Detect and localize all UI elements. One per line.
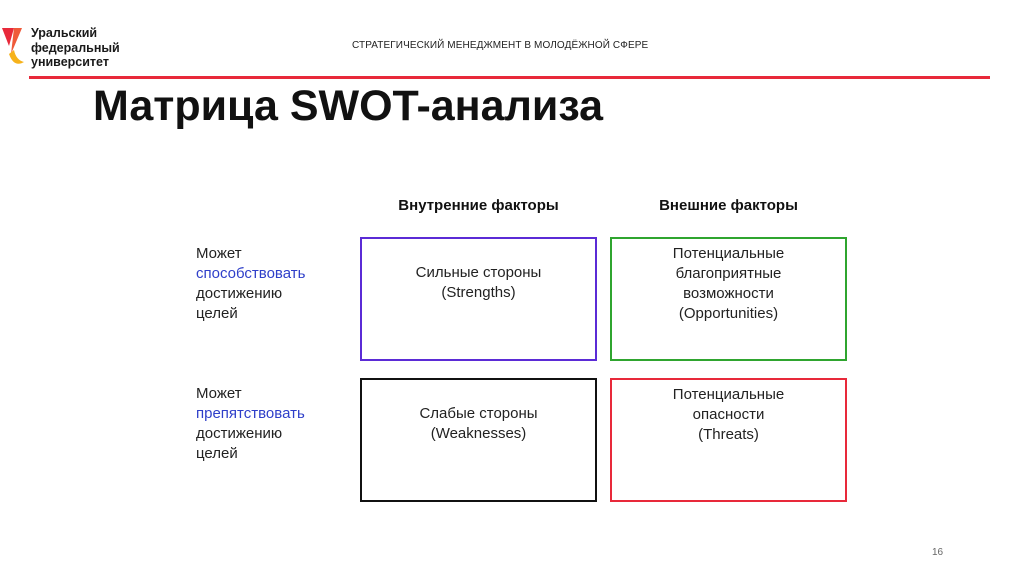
logo-line: университет bbox=[31, 55, 109, 69]
row-label-line: Может bbox=[196, 245, 242, 262]
row-label-line: целей bbox=[196, 305, 238, 322]
urfu-logo bbox=[0, 24, 140, 72]
logo-line: Уральский bbox=[31, 26, 98, 40]
row-label-line: Может bbox=[196, 385, 242, 402]
slide-title: Матрица SWOT-анализа bbox=[93, 82, 604, 130]
column-header-external: Внешние факторы bbox=[659, 197, 798, 214]
cell-line: (Weaknesses) bbox=[430, 425, 527, 442]
cell-line: Сильные стороны bbox=[415, 264, 542, 281]
page-number: 16 bbox=[932, 547, 944, 558]
cell-line: Слабые стороны bbox=[419, 405, 538, 422]
row-label-line: целей bbox=[196, 445, 238, 462]
cell-line: Потенциальные bbox=[672, 386, 785, 403]
cell-line: опасности bbox=[692, 406, 765, 423]
cell-line: возможности bbox=[683, 285, 774, 302]
cell-strengths bbox=[360, 237, 597, 361]
row-label-line: достижению bbox=[196, 285, 283, 302]
logo-wordmark bbox=[31, 26, 120, 70]
column-header-internal: Внутренние факторы bbox=[398, 197, 559, 214]
cell-line: Потенциальные bbox=[672, 245, 785, 262]
cell-opportunities bbox=[610, 237, 847, 361]
row-label-accent: препятствовать bbox=[196, 405, 305, 422]
cell-threats bbox=[610, 378, 847, 502]
cell-line: благоприятные bbox=[675, 265, 782, 282]
course-subtitle: СТРАТЕГИЧЕСКИЙ МЕНЕДЖМЕНТ В МОЛОДЁЖНОЙ СФЕРЕ bbox=[352, 40, 649, 51]
header-divider bbox=[29, 76, 990, 79]
urfu-logo-mark-icon bbox=[0, 24, 30, 72]
cell-line: (Opportunities) bbox=[678, 305, 779, 322]
logo-line: федеральный bbox=[31, 40, 120, 55]
row-label-line: достижению bbox=[196, 425, 283, 442]
cell-weaknesses bbox=[360, 378, 597, 502]
row-label-accent: способствовать bbox=[196, 265, 306, 282]
cell-line: (Threats) bbox=[698, 426, 759, 443]
cell-line: (Strengths) bbox=[441, 284, 516, 301]
row-label-positive bbox=[196, 244, 305, 324]
row-label-negative bbox=[196, 384, 305, 464]
